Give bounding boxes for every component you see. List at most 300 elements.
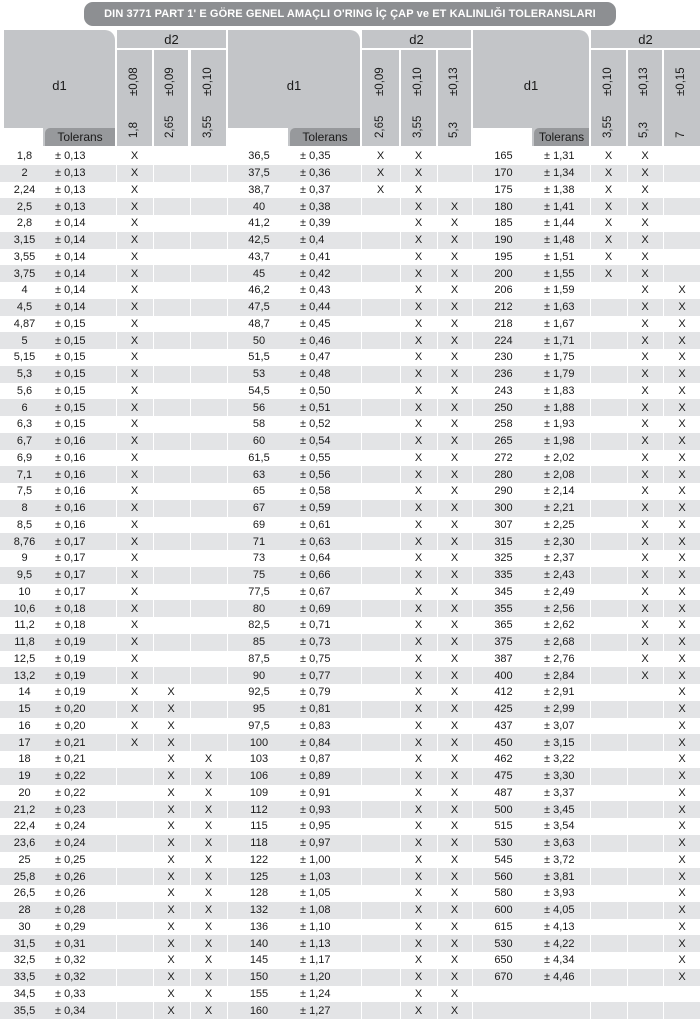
tolerance-value: ± 1,31 xyxy=(544,150,575,163)
x-mark xyxy=(591,818,626,835)
x-mark: X xyxy=(678,351,686,364)
tolerance-value: ± 0,17 xyxy=(55,552,86,565)
x-mark xyxy=(362,935,399,952)
x-mark: X xyxy=(678,535,686,548)
tolerance-value: ± 0,91 xyxy=(300,786,331,799)
d2-tolerance-label: ±0,09 xyxy=(373,67,386,96)
x-mark: X xyxy=(130,669,139,682)
x-mark: X xyxy=(204,786,213,799)
tolerance-value: ± 0,63 xyxy=(300,535,331,548)
tolerance-value: ± 0,13 xyxy=(55,183,86,196)
x-mark: X xyxy=(414,234,423,247)
tolerance-value: ± 0,18 xyxy=(55,602,86,615)
x-mark xyxy=(117,969,152,986)
x-mark: X xyxy=(414,753,423,766)
x-mark: X xyxy=(167,786,175,799)
x-mark xyxy=(591,1002,626,1019)
x-mark xyxy=(591,718,626,735)
x-mark: X xyxy=(414,401,423,414)
x-mark xyxy=(664,165,700,182)
x-mark xyxy=(362,751,399,768)
x-mark: X xyxy=(678,904,686,917)
x-mark xyxy=(154,600,188,617)
tolerance-value: ± 0,14 xyxy=(55,301,86,314)
tolerance-value: ± 0,81 xyxy=(300,703,331,716)
d1-value: 53 xyxy=(252,368,266,381)
x-mark: X xyxy=(641,150,649,163)
x-mark xyxy=(628,986,662,1003)
tolerance-value: ± 0,29 xyxy=(55,920,86,933)
x-mark: X xyxy=(678,887,686,900)
d1-value: 85 xyxy=(252,636,266,649)
x-mark: X xyxy=(450,284,459,297)
tolerance-value: ± 1,17 xyxy=(300,954,331,967)
d1-value: 47,5 xyxy=(248,301,270,314)
d1-value: 2,24 xyxy=(13,183,36,196)
tolerance-value: ± 2,02 xyxy=(544,451,575,464)
d1-value: 175 xyxy=(494,183,513,196)
d1-value: 100 xyxy=(249,736,269,749)
x-mark: X xyxy=(414,418,423,431)
d1-value: 425 xyxy=(494,703,513,716)
x-mark: X xyxy=(414,317,423,330)
x-mark xyxy=(191,282,226,299)
x-mark xyxy=(154,617,188,634)
x-mark: X xyxy=(641,284,649,297)
tolerance-value: ± 0,23 xyxy=(55,803,86,816)
tolerance-value: ± 3,45 xyxy=(544,803,575,816)
tolerance-value: ± 0,15 xyxy=(55,351,86,364)
x-mark xyxy=(362,249,399,266)
x-mark: X xyxy=(130,200,139,213)
x-mark xyxy=(362,232,399,249)
x-mark xyxy=(154,383,188,400)
d1-value: 5,15 xyxy=(13,351,36,364)
d1-value: 109 xyxy=(249,786,269,799)
tolerance-value: ± 4,05 xyxy=(544,904,575,917)
x-mark: X xyxy=(604,267,613,280)
x-mark: X xyxy=(641,502,649,515)
x-mark xyxy=(362,533,399,550)
x-mark xyxy=(591,885,626,902)
x-mark: X xyxy=(641,602,649,615)
tolerance-value: ± 0,41 xyxy=(300,250,331,263)
x-mark xyxy=(191,316,226,333)
d1-value: 103 xyxy=(249,753,269,766)
x-mark: X xyxy=(414,870,423,883)
x-mark: X xyxy=(204,853,213,866)
x-mark xyxy=(117,751,152,768)
d1-value: 212 xyxy=(494,301,513,314)
x-mark: X xyxy=(167,904,175,917)
d1-value: 51,5 xyxy=(248,351,270,364)
tolerance-value: ± 0,39 xyxy=(300,217,331,230)
d1-value: 145 xyxy=(249,954,269,967)
x-mark xyxy=(362,215,399,232)
tolerance-value: ± 0,46 xyxy=(300,334,331,347)
tolerance-value: ± 2,62 xyxy=(544,619,575,632)
d1-value: 56 xyxy=(252,401,266,414)
x-mark: X xyxy=(450,686,459,699)
d1-value: 170 xyxy=(494,167,513,180)
d1-value: 530 xyxy=(494,937,513,950)
x-mark xyxy=(117,952,152,969)
tolerance-value: ± 2,99 xyxy=(544,703,575,716)
tolerance-value: ± 2,25 xyxy=(544,518,575,531)
d2-size-label: 5,3 xyxy=(638,122,650,138)
x-mark xyxy=(362,1002,399,1019)
x-mark xyxy=(154,316,188,333)
d1-value: 300 xyxy=(494,502,513,515)
d1-value: 6,9 xyxy=(16,451,33,464)
x-mark: X xyxy=(678,669,686,682)
x-mark: X xyxy=(130,535,139,548)
tolerance-value: ± 0,35 xyxy=(300,150,331,163)
x-mark: X xyxy=(167,920,175,933)
d1-value: 35,5 xyxy=(13,1004,36,1017)
x-mark xyxy=(591,835,626,852)
x-mark xyxy=(438,182,471,199)
d1-value: 92,5 xyxy=(248,686,270,699)
d1-value: 58 xyxy=(252,418,266,431)
d1-value: 87,5 xyxy=(248,652,270,665)
tolerance-value: ± 3,15 xyxy=(544,736,575,749)
x-mark xyxy=(628,818,662,835)
x-mark: X xyxy=(414,167,423,180)
tolerance-value: ± 2,68 xyxy=(544,636,575,649)
x-mark: X xyxy=(678,736,686,749)
x-mark xyxy=(154,651,188,668)
x-mark: X xyxy=(450,853,459,866)
x-mark xyxy=(628,785,662,802)
x-mark xyxy=(628,902,662,919)
x-mark: X xyxy=(414,250,423,263)
tolerance-value: ± 0,24 xyxy=(55,820,86,833)
d1-label: d1 xyxy=(523,78,539,93)
x-mark: X xyxy=(414,887,423,900)
x-mark: X xyxy=(414,384,423,397)
tolerance-value: ± 0,75 xyxy=(300,652,331,665)
x-mark: X xyxy=(641,619,649,632)
x-mark xyxy=(154,198,188,215)
x-mark: X xyxy=(414,971,423,984)
d2-header: d2 xyxy=(362,30,471,48)
x-mark xyxy=(591,550,626,567)
x-mark: X xyxy=(414,518,423,531)
x-mark xyxy=(154,567,188,584)
x-mark: X xyxy=(450,384,459,397)
tolerance-value: ± 0,47 xyxy=(300,351,331,364)
x-mark xyxy=(591,935,626,952)
d2-tolerance-label: ±0,15 xyxy=(675,67,687,96)
x-mark: X xyxy=(450,753,459,766)
x-mark xyxy=(362,952,399,969)
x-mark xyxy=(591,366,626,383)
x-mark: X xyxy=(414,569,423,582)
x-mark: X xyxy=(678,418,686,431)
x-mark: X xyxy=(414,803,423,816)
x-mark: X xyxy=(450,887,459,900)
x-mark: X xyxy=(450,468,459,481)
x-mark xyxy=(154,634,188,651)
tolerance-value: ± 0,38 xyxy=(300,200,331,213)
d1-value: 335 xyxy=(494,569,513,582)
x-mark xyxy=(154,433,188,450)
x-mark: X xyxy=(167,887,175,900)
tolerance-value: ± 0,44 xyxy=(300,301,331,314)
x-mark: X xyxy=(678,569,686,582)
x-mark xyxy=(591,584,626,601)
x-mark: X xyxy=(130,418,139,431)
d1-value: 15 xyxy=(18,703,31,716)
x-mark: X xyxy=(414,200,423,213)
x-mark: X xyxy=(414,552,423,565)
x-mark: X xyxy=(641,217,649,230)
tolerance-value xyxy=(534,1002,589,1019)
tolerance-value: ± 0,15 xyxy=(55,401,86,414)
x-mark: X xyxy=(450,920,459,933)
x-mark: X xyxy=(414,502,423,515)
x-mark xyxy=(628,919,662,936)
x-mark: X xyxy=(641,451,649,464)
d1-value: 670 xyxy=(494,971,513,984)
tolerance-value: ± 1,88 xyxy=(544,401,575,414)
x-mark: X xyxy=(678,786,686,799)
x-mark xyxy=(191,383,226,400)
tolerance-value: ± 0,4 xyxy=(300,234,325,247)
x-mark xyxy=(591,299,626,316)
x-mark: X xyxy=(130,435,139,448)
tolerance-value: ± 0,69 xyxy=(300,602,331,615)
d1-value: 90 xyxy=(252,669,266,682)
x-mark xyxy=(438,165,471,182)
x-mark xyxy=(117,1002,152,1019)
d1-value: 25 xyxy=(18,853,31,866)
x-mark: X xyxy=(376,167,385,180)
x-mark: X xyxy=(167,837,175,850)
tolerance-value: ± 1,75 xyxy=(544,351,575,364)
x-mark: X xyxy=(414,636,423,649)
x-mark: X xyxy=(130,267,139,280)
x-mark: X xyxy=(130,602,139,615)
tolerance-value: ± 0,43 xyxy=(300,284,331,297)
x-mark: X xyxy=(130,351,139,364)
x-mark: X xyxy=(450,652,459,665)
d1-value: 63 xyxy=(252,468,266,481)
column-separator xyxy=(227,148,228,1019)
d1-value: 6 xyxy=(21,401,28,414)
x-mark: X xyxy=(450,535,459,548)
tolerance-value: ± 0,15 xyxy=(55,317,86,330)
tolerance-value: ± 0,32 xyxy=(55,954,86,967)
x-mark: X xyxy=(678,837,686,850)
x-mark xyxy=(117,818,152,835)
tolerance-value: ± 0,22 xyxy=(55,770,86,783)
x-mark: X xyxy=(376,183,385,196)
d2-size-label: 3,55 xyxy=(411,115,424,138)
tolerance-value: ± 1,03 xyxy=(300,870,331,883)
x-mark: X xyxy=(167,853,175,866)
x-mark xyxy=(362,466,399,483)
tolerance-value: ± 0,15 xyxy=(55,334,86,347)
tolerance-value: ± 1,10 xyxy=(300,920,331,933)
x-mark: X xyxy=(450,401,459,414)
tolerance-value: ± 3,22 xyxy=(544,753,575,766)
x-mark: X xyxy=(604,234,613,247)
d2-tolerance-label: ±0,08 xyxy=(127,67,140,96)
x-mark xyxy=(664,182,700,199)
x-mark: X xyxy=(450,585,459,598)
d1-value: 30 xyxy=(18,920,31,933)
x-mark: X xyxy=(678,770,686,783)
x-mark xyxy=(628,969,662,986)
x-mark: X xyxy=(678,619,686,632)
tolerance-value: ± 0,13 xyxy=(55,200,86,213)
x-mark: X xyxy=(414,937,423,950)
x-mark: X xyxy=(204,920,213,933)
d1-value: 230 xyxy=(494,351,513,364)
x-mark xyxy=(154,366,188,383)
x-mark: X xyxy=(414,736,423,749)
x-mark xyxy=(362,383,399,400)
x-mark xyxy=(117,852,152,869)
d1-value: 31,5 xyxy=(13,937,36,950)
tolerance-value: ± 4,34 xyxy=(544,954,575,967)
x-mark xyxy=(628,751,662,768)
x-mark: X xyxy=(130,569,139,582)
d1-value xyxy=(473,1002,534,1019)
d1-value: 8,76 xyxy=(13,535,36,548)
x-mark xyxy=(191,667,226,684)
tolerance-value: ± 0,17 xyxy=(55,535,86,548)
d1-value: 7,1 xyxy=(16,468,33,481)
x-mark xyxy=(362,349,399,366)
d1-value: 19 xyxy=(18,770,31,783)
d1-value: 190 xyxy=(494,234,513,247)
d1-value: 412 xyxy=(494,686,513,699)
x-mark: X xyxy=(450,418,459,431)
x-mark: X xyxy=(450,602,459,615)
tolerance-value: ± 0,13 xyxy=(55,167,86,180)
x-mark: X xyxy=(450,619,459,632)
x-mark xyxy=(591,349,626,366)
column-separator xyxy=(116,148,117,1019)
tolerance-value: ± 2,56 xyxy=(544,602,575,615)
x-mark xyxy=(362,265,399,282)
x-mark xyxy=(362,433,399,450)
x-mark: X xyxy=(678,853,686,866)
x-mark xyxy=(591,952,626,969)
d1-value: 195 xyxy=(494,250,513,263)
tolerance-value: ± 0,14 xyxy=(55,234,86,247)
x-mark: X xyxy=(641,435,649,448)
x-mark xyxy=(191,399,226,416)
column-separator xyxy=(590,148,591,1019)
x-mark: X xyxy=(167,870,175,883)
tolerance-value: ± 1,27 xyxy=(300,1004,331,1017)
d1-value: 165 xyxy=(494,150,513,163)
column-separator xyxy=(190,148,191,1019)
x-mark: X xyxy=(414,719,423,732)
x-mark xyxy=(117,768,152,785)
x-mark xyxy=(191,567,226,584)
d1-value: 40 xyxy=(252,200,266,213)
d2-tolerance-label: ±0,10 xyxy=(201,67,214,96)
d1-value: 80 xyxy=(252,602,266,615)
x-mark: X xyxy=(167,1004,175,1017)
x-mark xyxy=(362,919,399,936)
tolerance-value: ± 0,14 xyxy=(55,284,86,297)
x-mark xyxy=(191,450,226,467)
x-mark: X xyxy=(678,518,686,531)
x-mark: X xyxy=(604,183,613,196)
x-mark: X xyxy=(450,703,459,716)
header-spacer xyxy=(228,128,288,146)
x-mark: X xyxy=(641,669,649,682)
x-mark: X xyxy=(130,485,139,498)
x-mark xyxy=(154,517,188,534)
x-mark: X xyxy=(414,485,423,498)
d1-value: 3,15 xyxy=(13,234,36,247)
tolerance-value: ± 1,67 xyxy=(544,317,575,330)
tolerance-value: ± 0,16 xyxy=(55,502,86,515)
x-mark: X xyxy=(130,317,139,330)
x-mark: X xyxy=(130,619,139,632)
d1-value: 48,7 xyxy=(248,317,270,330)
d2-size-label: 2,65 xyxy=(373,115,386,138)
x-mark: X xyxy=(641,234,649,247)
d1-value: 280 xyxy=(494,468,513,481)
x-mark xyxy=(362,734,399,751)
x-mark: X xyxy=(130,217,139,230)
x-mark xyxy=(591,483,626,500)
x-mark xyxy=(117,902,152,919)
x-mark: X xyxy=(167,987,175,1000)
tolerance-value: ± 0,34 xyxy=(55,1004,86,1017)
d1-value: 180 xyxy=(494,200,513,213)
tolerance-value: ± 0,16 xyxy=(55,435,86,448)
d1-value: 5,6 xyxy=(16,384,33,397)
x-mark xyxy=(191,299,226,316)
d1-value: 9,5 xyxy=(16,569,33,582)
tolerance-value: ± 0,16 xyxy=(55,451,86,464)
x-mark xyxy=(591,651,626,668)
tolerance-value: ± 0,84 xyxy=(300,736,331,749)
d1-value: 32,5 xyxy=(13,954,36,967)
d2-size-label: 2,65 xyxy=(164,115,176,138)
x-mark: X xyxy=(450,502,459,515)
x-mark xyxy=(628,868,662,885)
x-mark xyxy=(591,567,626,584)
x-mark: X xyxy=(678,753,686,766)
d1-value: 12,5 xyxy=(13,652,36,665)
tolerance-value: ± 1,51 xyxy=(544,250,575,263)
d1-value: 185 xyxy=(494,217,513,230)
tolerance-value: ± 2,84 xyxy=(544,669,575,682)
d1-value: 206 xyxy=(494,284,513,297)
x-mark: X xyxy=(450,971,459,984)
x-mark: X xyxy=(450,267,459,280)
x-mark xyxy=(191,701,226,718)
x-mark xyxy=(591,383,626,400)
x-mark: X xyxy=(604,200,613,213)
x-mark: X xyxy=(641,652,649,665)
x-mark xyxy=(191,366,226,383)
d1-value: 77,5 xyxy=(248,585,270,598)
x-mark xyxy=(191,249,226,266)
d1-value: 75 xyxy=(252,569,266,582)
x-mark xyxy=(591,919,626,936)
